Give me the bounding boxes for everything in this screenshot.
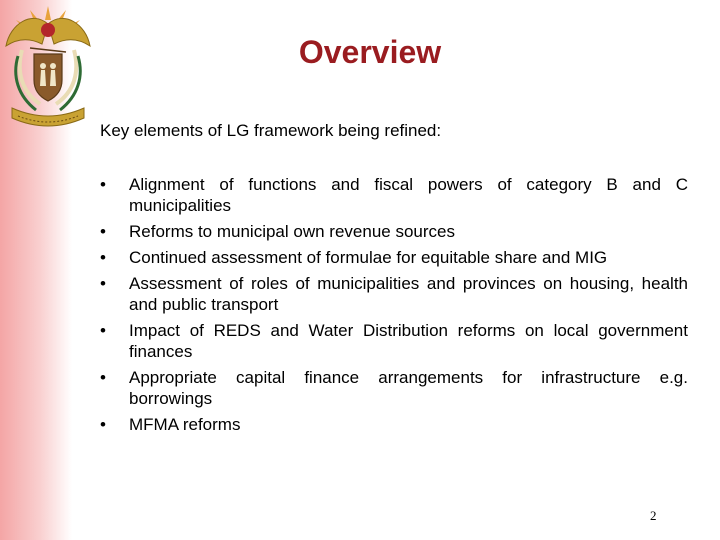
intro-text: Key elements of LG framework being refined: [100,121,442,140]
bullet-text: Alignment of functions and fiscal powers of category B and C municipalities [129,175,688,215]
bullet-symbol: • [100,274,106,293]
bullet-item [100,367,688,409]
bullet-text: Impact of REDS and Water Distribution reforms on local government finances [129,321,688,361]
bullet-symbol: • [100,175,106,194]
bullet-text: Reforms to municipal own revenue sources [129,222,455,241]
bullet-item [100,273,688,315]
coat-of-arms-logo [0,0,96,128]
bullet-item [100,221,688,242]
bullet-item [100,174,688,216]
slide-title: Overview [298,34,442,70]
bullet-text: Continued assessment of formulae for equitable share and MIG [129,248,608,267]
bullet-list [100,174,688,440]
bullet-symbol: • [100,222,106,241]
bullet-item [100,414,688,435]
bullet-text: Appropriate capital finance arrangements for infrastructure e.g. borrowings [129,368,688,408]
bullet-symbol: • [100,321,106,340]
bullet-text: MFMA reforms [129,415,241,434]
bullet-symbol: • [100,248,106,267]
bullet-item [100,247,688,268]
bullet-symbol: • [100,415,106,434]
page-number: 2 [650,508,657,523]
bullet-symbol: • [100,368,106,387]
bullet-text: Assessment of roles of municipalities and provinces on housing, health and public transport [129,274,688,314]
bullet-item [100,320,688,362]
